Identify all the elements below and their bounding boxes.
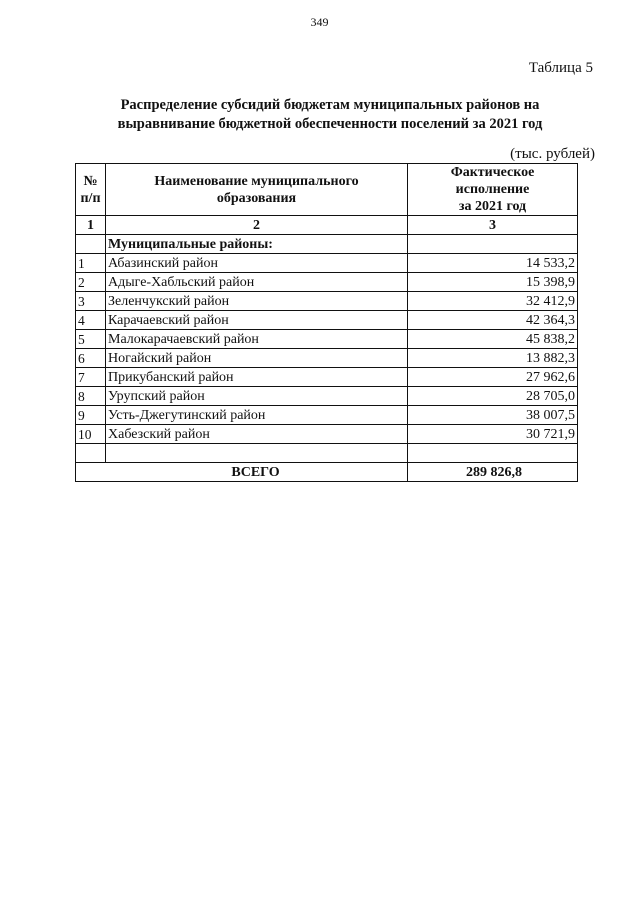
- row-value: 45 838,2: [408, 330, 578, 349]
- row-number: 5: [76, 330, 106, 349]
- column-index-row: [76, 216, 578, 235]
- header-value-line-3: за 2021 год: [458, 199, 527, 214]
- header-name: [106, 164, 408, 216]
- row-name: Прикубанский район: [106, 368, 408, 387]
- row-name: Абазинский район: [106, 254, 408, 273]
- row-name: Усть-Джегутинский район: [106, 406, 408, 425]
- row-name: Малокарачаевский район: [106, 330, 408, 349]
- table-row: [76, 406, 578, 425]
- header-name-line-2: образования: [216, 190, 297, 206]
- total-label: ВСЕГО: [76, 463, 408, 482]
- table-row: [76, 273, 578, 292]
- row-name: Хабезский район: [106, 425, 408, 444]
- empty-row: [76, 444, 578, 463]
- row-number: 8: [76, 387, 106, 406]
- page-number: 349: [310, 15, 329, 29]
- table-header-row: [76, 164, 578, 216]
- row-number: 9: [76, 406, 106, 425]
- header-name-line-1: Наименование муниципального: [154, 173, 359, 189]
- row-value: 27 962,6: [408, 368, 578, 387]
- header-value: [408, 164, 578, 216]
- header-number-line-1: №: [83, 173, 98, 189]
- table-label: Таблица 5: [528, 60, 593, 76]
- section-empty-cell: [76, 235, 106, 254]
- table-row: [76, 311, 578, 330]
- document-title: [60, 96, 600, 134]
- row-value: 14 533,2: [408, 254, 578, 273]
- table-row: [76, 425, 578, 444]
- empty-cell: [76, 444, 106, 463]
- section-row: [76, 235, 578, 254]
- table-row: [76, 254, 578, 273]
- header-number: [76, 164, 106, 216]
- column-index-1: 1: [76, 216, 106, 235]
- row-value: 15 398,9: [408, 273, 578, 292]
- row-number: 6: [76, 349, 106, 368]
- column-index-2: 2: [106, 216, 408, 235]
- units-label: (тыс. рублей): [510, 146, 595, 162]
- row-number: 2: [76, 273, 106, 292]
- row-number: 10: [76, 425, 106, 444]
- section-label: Муниципальные районы:: [106, 235, 408, 254]
- row-name: Адыге-Хабльский район: [106, 273, 408, 292]
- column-index-3: 3: [408, 216, 578, 235]
- row-value: 38 007,5: [408, 406, 578, 425]
- row-value: 32 412,9: [408, 292, 578, 311]
- title-line-1: Распределение субсидий бюджетам муниципальных районов на: [120, 97, 540, 113]
- row-value: 13 882,3: [408, 349, 578, 368]
- row-name: Карачаевский район: [106, 311, 408, 330]
- table-row: [76, 349, 578, 368]
- header-number-line-2: п/п: [80, 190, 101, 206]
- table-row: [76, 292, 578, 311]
- row-name: Урупский район: [106, 387, 408, 406]
- row-number: 3: [76, 292, 106, 311]
- title-line-2: выравнивание бюджетной обеспеченности поселений за 2021 год: [117, 116, 543, 132]
- empty-cell: [106, 444, 408, 463]
- row-number: 7: [76, 368, 106, 387]
- row-number: 4: [76, 311, 106, 330]
- table-row: [76, 368, 578, 387]
- section-empty-cell: [408, 235, 578, 254]
- row-value: 30 721,9: [408, 425, 578, 444]
- header-value-line-2: исполнение: [455, 182, 530, 197]
- total-value: 289 826,8: [408, 463, 578, 482]
- subsidy-table: [75, 163, 578, 482]
- row-name: Ногайский район: [106, 349, 408, 368]
- table-row: [76, 330, 578, 349]
- row-value: 28 705,0: [408, 387, 578, 406]
- table-row: [76, 387, 578, 406]
- row-number: 1: [76, 254, 106, 273]
- row-name: Зеленчукский район: [106, 292, 408, 311]
- total-row: [76, 463, 578, 482]
- empty-cell: [408, 444, 578, 463]
- header-value-line-1: Фактическое: [450, 165, 535, 180]
- row-value: 42 364,3: [408, 311, 578, 330]
